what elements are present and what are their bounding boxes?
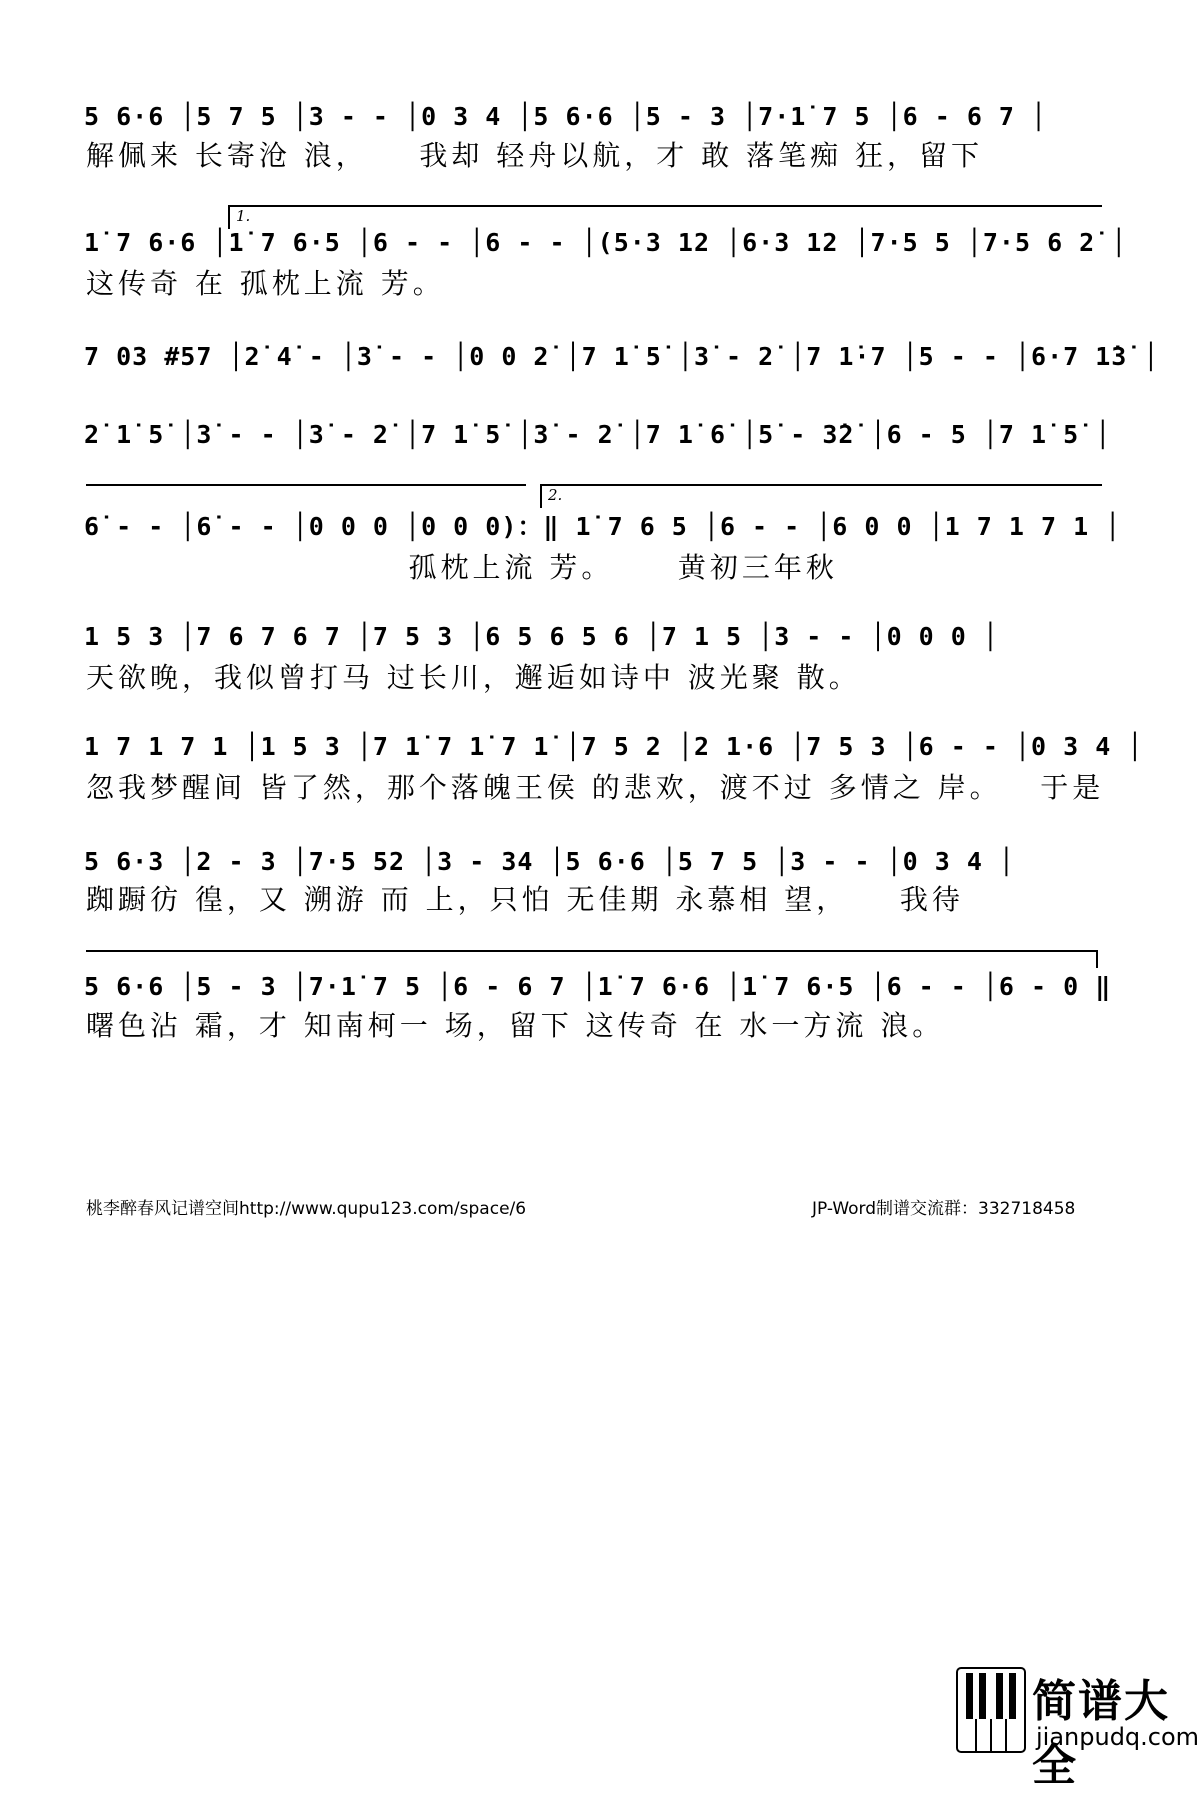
- first-ending-bracket-continued: [86, 484, 526, 508]
- piano-keys-icon: [956, 1667, 1026, 1753]
- lyrics-row-6: 天欲晚，我似曾打马 过长川，邂逅如诗中 波光聚 散。: [86, 661, 861, 694]
- notation-row-9: 5 6·6 │5 - 3 │7·1̇ 7 5 │6 - 6 7 │1̇ 7 6·6 │1̇ 7 6·5 │6 - - │6 - 0 ‖: [84, 972, 1112, 1001]
- second-ending-label: 2.: [548, 486, 563, 504]
- notation-row-5: 6̇ - - │6̇ - - │0 0 0 │0 0 0)：‖ 1̇ 7 6 5 │6 - - │6 0 0 │1 7 1 7 1 │: [84, 512, 1122, 541]
- notation-row-4: 2̇ 1̇ 5̇ │3̇ - - │3̇ - 2̇ │7 1̇ 5̇ │3̇ - 2̇ │7 1̇ 6̇ │5̇ - 3̇2̇ │6 - 5 │7 1̇ 5̇ │: [84, 420, 1112, 449]
- watermark-url: jianpudq.com: [1036, 1723, 1200, 1751]
- first-ending-label: 1.: [236, 207, 251, 225]
- notation-row-7: 1 7 1 7 1 │1 5 3 │7 1̇ 7 1̇ 7 1̇ │7 5 2 │2 1·6 │7 5 3 │6 - - │0 3 4 │: [84, 732, 1144, 761]
- notation-row-1: 5 6·6 │5 7 5 │3 - - │0 3 4 │5 6·6 │5 - 3 │7·1̇ 7 5 │6 - 6 7 │: [84, 102, 1048, 131]
- footer-group-info: JP-Word制谱交流群：332718458: [812, 1199, 1076, 1219]
- lyrics-row-2: 这传奇 在 孤枕上流 芳。: [86, 267, 445, 300]
- notation-row-2: 1̇ 7 6·6 │1̇ 7 6·5 │6 - - │6 - - │(5·3 12 │6·3 12 │7·5 5 │7·5 6 2̇ │: [84, 228, 1128, 257]
- watermark-title: 简谱大全: [1032, 1676, 1170, 1791]
- notation-row-8: 5 6·3 │2 - 3 │7·5 52 │3 - 34 │5 6·6 │5 7 5 │3 - - │0 3 4 │: [84, 847, 1015, 876]
- notation-row-3: 7 03 #57 │2̇ 4̇ - │3̇ - - │0 0 2̇ │7 1̇ 5̇ │3̇ - 2̇ │7 1̇·7 │5 - - │6·7 1̇3̇ │: [84, 342, 1160, 371]
- notation-row-6: 1 5 3 │7 6 7 6 7 │7 5 3 │6 5 6 5 6 │7 1 5 │3 - - │0 0 0 │: [84, 622, 999, 651]
- second-ending-bracket: [540, 484, 1102, 508]
- lyrics-row-8: 踟蹰彷 徨，又 溯游 而 上，只怕 无佳期 永慕相 望， 我待: [86, 883, 964, 916]
- lyrics-row-5: 孤枕上流 芳。 黄初三年秋: [86, 551, 838, 584]
- lyrics-row-1: 解佩来 长寄沧 浪， 我却 轻舟以航，才 敢 落笔痴 狂，留下: [86, 139, 984, 172]
- footer-source-link[interactable]: 桃李醉春风记谱空间http://www.qupu123.com/space/6: [86, 1199, 527, 1219]
- lyrics-row-7: 忽我梦醒间 皆了然，那个落魄王侯 的悲欢，渡不过 多情之 岸。 于是: [86, 771, 1105, 804]
- watermark-logo: [956, 1665, 1200, 1791]
- final-line-bracket: [86, 950, 1098, 968]
- lyrics-row-9: 曙色沾 霜，才 知南柯一 场，留下 这传奇 在 水一方流 浪。: [86, 1009, 945, 1042]
